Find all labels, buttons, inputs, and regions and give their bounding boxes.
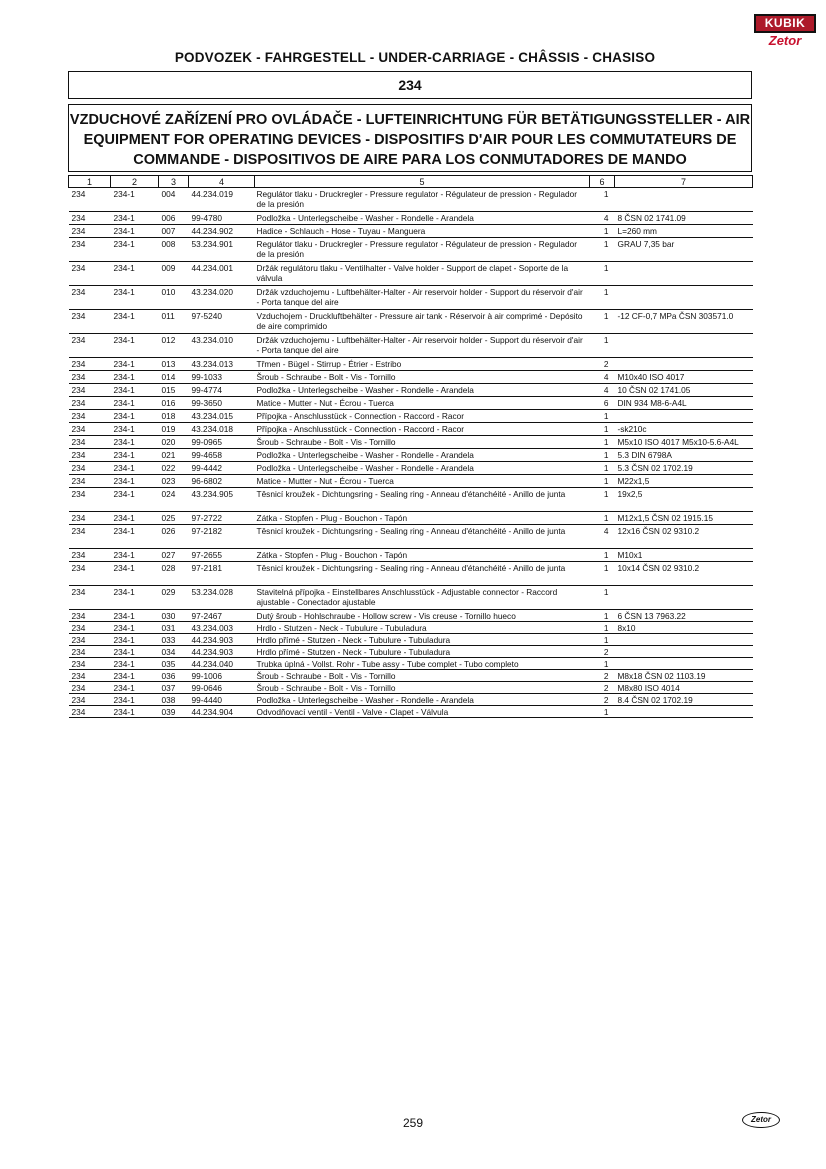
cell-c5: Držák vzduchojemu - Luftbehälter-Halter - Air reservoir holder - Support du réservoir d'air - Porta tanque del aire xyxy=(255,334,590,358)
cell-c7: M5x10 ISO 4017 M5x10-5.6-A4L xyxy=(615,436,753,449)
cell-c1: 234 xyxy=(69,423,111,436)
table-row xyxy=(69,562,753,586)
table-row xyxy=(69,694,753,706)
cell-c2: 234-1 xyxy=(111,212,159,225)
cell-c4: 97-5240 xyxy=(189,310,255,334)
cell-c2: 234-1 xyxy=(111,358,159,371)
zetor-logo: Zetor xyxy=(768,33,802,48)
cell-c6: 1 xyxy=(590,238,615,262)
cell-c4: 99-4440 xyxy=(189,694,255,706)
cell-c5: Držák regulátoru tlaku - Ventilhalter - Valve holder - Support de clapet - Soporte de la válvula xyxy=(255,262,590,286)
cell-c4: 44.234.001 xyxy=(189,262,255,286)
cell-c1: 234 xyxy=(69,371,111,384)
cell-c6: 4 xyxy=(590,212,615,225)
table-row xyxy=(69,525,753,549)
cell-c7: M22x1,5 xyxy=(615,475,753,488)
cell-c7 xyxy=(615,646,753,658)
column-header: 3 xyxy=(159,176,189,188)
cell-c5: Hadice - Schlauch - Hose - Tuyau - Manguera xyxy=(255,225,590,238)
cell-c1: 234 xyxy=(69,562,111,586)
cell-c7: 19x2,5 xyxy=(615,488,753,512)
cell-c4: 96-6802 xyxy=(189,475,255,488)
cell-c2: 234-1 xyxy=(111,188,159,212)
cell-c2: 234-1 xyxy=(111,262,159,286)
cell-c5: Dutý šroub - Hohlschraube - Hollow screw - Vis creuse - Tornillo hueco xyxy=(255,610,590,622)
cell-c4: 97-2655 xyxy=(189,549,255,562)
cell-c6: 2 xyxy=(590,670,615,682)
cell-c5: Těsnicí kroužek - Dichtungsring - Sealing ring - Anneau d'étanchéité - Anillo de junta xyxy=(255,525,590,549)
description-line: EQUIPMENT FOR OPERATING DEVICES - DISPOSITIFS D'AIR POUR LES COMMUTATEURS DE xyxy=(83,132,737,148)
cell-c6: 1 xyxy=(590,634,615,646)
parts-table xyxy=(68,175,753,718)
cell-c6: 1 xyxy=(590,410,615,423)
cell-c5: Matice - Mutter - Nut - Écrou - Tuerca xyxy=(255,475,590,488)
table-row xyxy=(69,462,753,475)
cell-c1: 234 xyxy=(69,622,111,634)
cell-c1: 234 xyxy=(69,610,111,622)
cell-c5: Šroub - Schraube - Bolt - Vis - Tornillo xyxy=(255,436,590,449)
cell-c4: 99-4780 xyxy=(189,212,255,225)
cell-c3: 018 xyxy=(159,410,189,423)
cell-c5: Zátka - Stopfen - Plug - Bouchon - Tapón xyxy=(255,512,590,525)
cell-c3: 007 xyxy=(159,225,189,238)
cell-c4: 97-2722 xyxy=(189,512,255,525)
cell-c7 xyxy=(615,262,753,286)
cell-c2: 234-1 xyxy=(111,658,159,670)
cell-c1: 234 xyxy=(69,238,111,262)
table-row xyxy=(69,410,753,423)
cell-c4: 97-2182 xyxy=(189,525,255,549)
cell-c1: 234 xyxy=(69,449,111,462)
cell-c5: Odvodňovací ventil - Ventil - Valve - Clapet - Válvula xyxy=(255,706,590,718)
cell-c5: Přípojka - Anschlusstück - Connection - Raccord - Racor xyxy=(255,410,590,423)
cell-c4: 53.234.901 xyxy=(189,238,255,262)
cell-c1: 234 xyxy=(69,310,111,334)
cell-c7: -12 CF-0,7 MPa ČSN 303571.0 xyxy=(615,310,753,334)
cell-c7: 6 ČSN 13 7963.22 xyxy=(615,610,753,622)
cell-c7: L=260 mm xyxy=(615,225,753,238)
cell-c1: 234 xyxy=(69,634,111,646)
cell-c6: 1 xyxy=(590,449,615,462)
table-row xyxy=(69,549,753,562)
table-row xyxy=(69,449,753,462)
cell-c5: Držák vzduchojemu - Luftbehälter-Halter - Air reservoir holder - Support du réservoir d'air - Porta tanque del aire xyxy=(255,286,590,310)
table-row xyxy=(69,371,753,384)
cell-c1: 234 xyxy=(69,586,111,610)
cell-c2: 234-1 xyxy=(111,436,159,449)
cell-c6: 2 xyxy=(590,694,615,706)
cell-c4: 99-1006 xyxy=(189,670,255,682)
cell-c4: 43.234.905 xyxy=(189,488,255,512)
cell-c4: 99-4442 xyxy=(189,462,255,475)
cell-c2: 234-1 xyxy=(111,310,159,334)
cell-c3: 033 xyxy=(159,634,189,646)
cell-c2: 234-1 xyxy=(111,225,159,238)
column-header: 2 xyxy=(111,176,159,188)
cell-c1: 234 xyxy=(69,212,111,225)
cell-c3: 035 xyxy=(159,658,189,670)
cell-c6: 1 xyxy=(590,225,615,238)
cell-c1: 234 xyxy=(69,525,111,549)
cell-c1: 234 xyxy=(69,488,111,512)
cell-c2: 234-1 xyxy=(111,488,159,512)
cell-c7: 8x10 xyxy=(615,622,753,634)
cell-c3: 006 xyxy=(159,212,189,225)
cell-c2: 234-1 xyxy=(111,512,159,525)
cell-c5: Vzduchojem - Druckluftbehälter - Pressure air tank - Réservoir à air comprimé - Depósito de aire comprimido xyxy=(255,310,590,334)
cell-c1: 234 xyxy=(69,225,111,238)
cell-c3: 020 xyxy=(159,436,189,449)
cell-c6: 4 xyxy=(590,371,615,384)
table-row xyxy=(69,358,753,371)
cell-c7 xyxy=(615,334,753,358)
cell-c3: 031 xyxy=(159,622,189,634)
cell-c5: Hrdlo - Stutzen - Neck - Tubulure - Tubuladura xyxy=(255,622,590,634)
cell-c3: 036 xyxy=(159,670,189,682)
table-row xyxy=(69,334,753,358)
cell-c6: 1 xyxy=(590,512,615,525)
table-row xyxy=(69,384,753,397)
cell-c4: 99-4774 xyxy=(189,384,255,397)
cell-c1: 234 xyxy=(69,475,111,488)
cell-c6: 1 xyxy=(590,334,615,358)
cell-c2: 234-1 xyxy=(111,586,159,610)
table-row xyxy=(69,212,753,225)
cell-c1: 234 xyxy=(69,646,111,658)
cell-c6: 1 xyxy=(590,475,615,488)
cell-c1: 234 xyxy=(69,462,111,475)
cell-c5: Přípojka - Anschlusstück - Connection - Raccord - Racor xyxy=(255,423,590,436)
cell-c3: 030 xyxy=(159,610,189,622)
cell-c7 xyxy=(615,410,753,423)
cell-c7 xyxy=(615,586,753,610)
cell-c3: 010 xyxy=(159,286,189,310)
cell-c7: GRAU 7,35 bar xyxy=(615,238,753,262)
cell-c3: 009 xyxy=(159,262,189,286)
cell-c7 xyxy=(615,706,753,718)
cell-c3: 015 xyxy=(159,384,189,397)
cell-c2: 234-1 xyxy=(111,475,159,488)
cell-c4: 44.234.903 xyxy=(189,646,255,658)
cell-c3: 019 xyxy=(159,423,189,436)
cell-c4: 44.234.040 xyxy=(189,658,255,670)
cell-c4: 99-4658 xyxy=(189,449,255,462)
cell-c1: 234 xyxy=(69,334,111,358)
table-row xyxy=(69,238,753,262)
column-header: 5 xyxy=(255,176,590,188)
cell-c2: 234-1 xyxy=(111,634,159,646)
table-row xyxy=(69,475,753,488)
cell-c2: 234-1 xyxy=(111,706,159,718)
cell-c6: 1 xyxy=(590,462,615,475)
cell-c5: Podložka - Unterlegscheibe - Washer - Rondelle - Arandela xyxy=(255,212,590,225)
cell-c1: 234 xyxy=(69,286,111,310)
table-row xyxy=(69,512,753,525)
cell-c6: 1 xyxy=(590,658,615,670)
group-description xyxy=(68,104,752,172)
cell-c6: 1 xyxy=(590,286,615,310)
cell-c3: 022 xyxy=(159,462,189,475)
cell-c6: 1 xyxy=(590,436,615,449)
cell-c3: 026 xyxy=(159,525,189,549)
cell-c7: 5.3 ČSN 02 1702.19 xyxy=(615,462,753,475)
table-row xyxy=(69,225,753,238)
cell-c3: 021 xyxy=(159,449,189,462)
cell-c4: 43.234.013 xyxy=(189,358,255,371)
cell-c2: 234-1 xyxy=(111,423,159,436)
table-row xyxy=(69,610,753,622)
cell-c7: 10 ČSN 02 1741.05 xyxy=(615,384,753,397)
cell-c2: 234-1 xyxy=(111,334,159,358)
cell-c5: Těsnicí kroužek - Dichtungsring - Sealing ring - Anneau d'étanchéité - Anillo de junta xyxy=(255,488,590,512)
cell-c7: 8.4 ČSN 02 1702.19 xyxy=(615,694,753,706)
description-line: COMMANDE - DISPOSITIVOS DE AIRE PARA LOS CONMUTADORES DE MANDO xyxy=(133,152,687,168)
cell-c5: Stavitelná přípojka - Einstellbares Anschlusstück - Adjustable connector - Raccord ajustable - Conectador ajustable xyxy=(255,586,590,610)
table-row xyxy=(69,682,753,694)
cell-c6: 1 xyxy=(590,549,615,562)
cell-c5: Třmen - Bügel - Stirrup - Étrier - Estribo xyxy=(255,358,590,371)
cell-c1: 234 xyxy=(69,410,111,423)
group-number: 234 xyxy=(68,71,752,99)
cell-c7: 8 ČSN 02 1741.09 xyxy=(615,212,753,225)
cell-c7: 10x14 ČSN 02 9310.2 xyxy=(615,562,753,586)
table-header-row xyxy=(69,176,753,188)
cell-c3: 038 xyxy=(159,694,189,706)
cell-c1: 234 xyxy=(69,658,111,670)
cell-c7: M8x80 ISO 4014 xyxy=(615,682,753,694)
cell-c4: 99-0965 xyxy=(189,436,255,449)
table-row xyxy=(69,310,753,334)
cell-c7: DIN 934 M8-6-A4L xyxy=(615,397,753,410)
cell-c6: 1 xyxy=(590,262,615,286)
cell-c7: M10x40 ISO 4017 xyxy=(615,371,753,384)
cell-c3: 014 xyxy=(159,371,189,384)
cell-c2: 234-1 xyxy=(111,670,159,682)
cell-c4: 44.234.019 xyxy=(189,188,255,212)
cell-c1: 234 xyxy=(69,384,111,397)
cell-c6: 4 xyxy=(590,525,615,549)
cell-c5: Podložka - Unterlegscheibe - Washer - Rondelle - Arandela xyxy=(255,384,590,397)
cell-c1: 234 xyxy=(69,694,111,706)
cell-c2: 234-1 xyxy=(111,449,159,462)
cell-c6: 1 xyxy=(590,423,615,436)
cell-c2: 234-1 xyxy=(111,462,159,475)
cell-c3: 016 xyxy=(159,397,189,410)
table-row xyxy=(69,397,753,410)
cell-c1: 234 xyxy=(69,436,111,449)
cell-c5: Regulátor tlaku - Druckregler - Pressure regulator - Régulateur de pression - Regulador de la presión xyxy=(255,188,590,212)
kubik-zetor-logo xyxy=(754,14,816,50)
cell-c5: Podložka - Unterlegscheibe - Washer - Rondelle - Arandela xyxy=(255,449,590,462)
cell-c1: 234 xyxy=(69,706,111,718)
cell-c6: 4 xyxy=(590,384,615,397)
table-row xyxy=(69,658,753,670)
cell-c4: 99-1033 xyxy=(189,371,255,384)
column-header: 6 xyxy=(590,176,615,188)
cell-c4: 44.234.904 xyxy=(189,706,255,718)
cell-c3: 039 xyxy=(159,706,189,718)
table-row xyxy=(69,646,753,658)
cell-c7: M10x1 xyxy=(615,549,753,562)
cell-c7: M8x18 ČSN 02 1103.19 xyxy=(615,670,753,682)
cell-c3: 023 xyxy=(159,475,189,488)
table-row xyxy=(69,436,753,449)
column-header: 7 xyxy=(615,176,753,188)
cell-c4: 44.234.903 xyxy=(189,634,255,646)
cell-c2: 234-1 xyxy=(111,410,159,423)
cell-c1: 234 xyxy=(69,358,111,371)
cell-c6: 1 xyxy=(590,562,615,586)
cell-c7 xyxy=(615,358,753,371)
cell-c5: Podložka - Unterlegscheibe - Washer - Rondelle - Arandela xyxy=(255,694,590,706)
cell-c3: 012 xyxy=(159,334,189,358)
cell-c4: 97-2467 xyxy=(189,610,255,622)
table-row xyxy=(69,622,753,634)
cell-c3: 013 xyxy=(159,358,189,371)
cell-c2: 234-1 xyxy=(111,549,159,562)
cell-c3: 011 xyxy=(159,310,189,334)
cell-c2: 234-1 xyxy=(111,238,159,262)
cell-c5: Šroub - Schraube - Bolt - Vis - Tornillo xyxy=(255,670,590,682)
cell-c6: 2 xyxy=(590,358,615,371)
cell-c2: 234-1 xyxy=(111,397,159,410)
cell-c2: 234-1 xyxy=(111,286,159,310)
cell-c5: Hrdlo přímé - Stutzen - Neck - Tubulure - Tubuladura xyxy=(255,634,590,646)
cell-c4: 43.234.018 xyxy=(189,423,255,436)
table-row xyxy=(69,634,753,646)
cell-c6: 1 xyxy=(590,706,615,718)
cell-c5: Těsnicí kroužek - Dichtungsring - Sealing ring - Anneau d'étanchéité - Anillo de junta xyxy=(255,562,590,586)
cell-c7: -sk210c xyxy=(615,423,753,436)
cell-c2: 234-1 xyxy=(111,562,159,586)
cell-c4: 99-3650 xyxy=(189,397,255,410)
table-row xyxy=(69,488,753,512)
cell-c5: Šroub - Schraube - Bolt - Vis - Tornillo xyxy=(255,371,590,384)
column-header: 1 xyxy=(69,176,111,188)
cell-c5: Šroub - Schraube - Bolt - Vis - Tornillo xyxy=(255,682,590,694)
table-row xyxy=(69,586,753,610)
cell-c4: 53.234.028 xyxy=(189,586,255,610)
cell-c3: 008 xyxy=(159,238,189,262)
cell-c2: 234-1 xyxy=(111,646,159,658)
table-row xyxy=(69,706,753,718)
table-row xyxy=(69,262,753,286)
cell-c4: 44.234.902 xyxy=(189,225,255,238)
cell-c3: 037 xyxy=(159,682,189,694)
column-header: 4 xyxy=(189,176,255,188)
cell-c2: 234-1 xyxy=(111,610,159,622)
section-title: PODVOZEK - FAHRGESTELL - UNDER-CARRIAGE - CHÂSSIS - CHASISO xyxy=(174,50,656,65)
cell-c7 xyxy=(615,634,753,646)
cell-c6: 1 xyxy=(590,188,615,212)
cell-c3: 025 xyxy=(159,512,189,525)
cell-c4: 97-2181 xyxy=(189,562,255,586)
cell-c1: 234 xyxy=(69,262,111,286)
cell-c5: Regulátor tlaku - Druckregler - Pressure regulator - Régulateur de pression - Regulador de la presión xyxy=(255,238,590,262)
cell-c7: M12x1,5 ČSN 02 1915.15 xyxy=(615,512,753,525)
cell-c6: 1 xyxy=(590,622,615,634)
zetor-footer-logo: Zetor xyxy=(742,1112,780,1128)
cell-c3: 004 xyxy=(159,188,189,212)
cell-c3: 024 xyxy=(159,488,189,512)
cell-c6: 2 xyxy=(590,646,615,658)
cell-c2: 234-1 xyxy=(111,682,159,694)
cell-c6: 6 xyxy=(590,397,615,410)
cell-c5: Matice - Mutter - Nut - Écrou - Tuerca xyxy=(255,397,590,410)
cell-c2: 234-1 xyxy=(111,525,159,549)
cell-c2: 234-1 xyxy=(111,384,159,397)
cell-c3: 029 xyxy=(159,586,189,610)
cell-c1: 234 xyxy=(69,188,111,212)
description-line: VZDUCHOVÉ ZAŘÍZENÍ PRO OVLÁDAČE - LUFTEINRICHTUNG FÜR BETÄTIGUNGSSTELLER - AIR xyxy=(69,112,751,128)
cell-c4: 43.234.010 xyxy=(189,334,255,358)
cell-c6: 1 xyxy=(590,488,615,512)
cell-c3: 027 xyxy=(159,549,189,562)
cell-c7: 12x16 ČSN 02 9310.2 xyxy=(615,525,753,549)
cell-c7 xyxy=(615,188,753,212)
cell-c1: 234 xyxy=(69,670,111,682)
cell-c4: 99-0646 xyxy=(189,682,255,694)
cell-c6: 1 xyxy=(590,610,615,622)
cell-c1: 234 xyxy=(69,549,111,562)
cell-c4: 43.234.015 xyxy=(189,410,255,423)
cell-c3: 034 xyxy=(159,646,189,658)
kubik-logo: KUBIK xyxy=(754,14,816,33)
cell-c2: 234-1 xyxy=(111,694,159,706)
table-row xyxy=(69,286,753,310)
cell-c7 xyxy=(615,658,753,670)
cell-c5: Hrdlo přímé - Stutzen - Neck - Tubulure - Tubuladura xyxy=(255,646,590,658)
cell-c7 xyxy=(615,286,753,310)
table-row xyxy=(69,188,753,212)
cell-c3: 028 xyxy=(159,562,189,586)
cell-c5: Podložka - Unterlegscheibe - Washer - Rondelle - Arandela xyxy=(255,462,590,475)
cell-c4: 43.234.003 xyxy=(189,622,255,634)
table-row xyxy=(69,423,753,436)
cell-c1: 234 xyxy=(69,512,111,525)
cell-c6: 1 xyxy=(590,586,615,610)
cell-c2: 234-1 xyxy=(111,622,159,634)
cell-c1: 234 xyxy=(69,682,111,694)
cell-c5: Zátka - Stopfen - Plug - Bouchon - Tapón xyxy=(255,549,590,562)
cell-c2: 234-1 xyxy=(111,371,159,384)
cell-c7: 5.3 DIN 6798A xyxy=(615,449,753,462)
cell-c5: Trubka úplná - Vollst. Rohr - Tube assy - Tube complet - Tubo completo xyxy=(255,658,590,670)
table-row xyxy=(69,670,753,682)
cell-c1: 234 xyxy=(69,397,111,410)
cell-c4: 43.234.020 xyxy=(189,286,255,310)
page-number: 259 xyxy=(402,1116,424,1130)
cell-c6: 1 xyxy=(590,310,615,334)
cell-c6: 2 xyxy=(590,682,615,694)
